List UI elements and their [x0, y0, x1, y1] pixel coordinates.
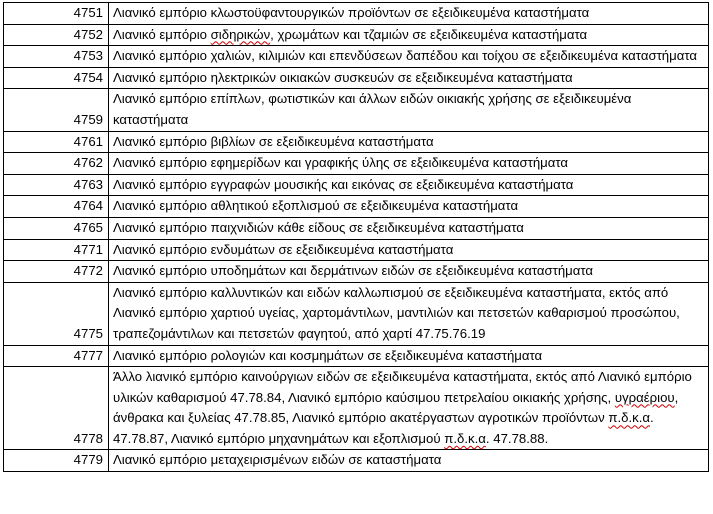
activity-code-cell: 4763 [4, 174, 109, 196]
table-row [4, 67, 709, 89]
description-text: Λιανικό εμπόριο ρολογιών και κοσμημάτων σε εξειδικευμένα καταστήματα [113, 347, 543, 363]
activity-code-cell: 4761 [4, 131, 109, 153]
activity-code-cell: 4759 [4, 89, 109, 131]
description-text: Λιανικό εμπόριο εγγραφών μουσικής και εικόνας σε εξειδικευμένα καταστήματα [113, 176, 574, 192]
description-text: Λιανικό εμπόριο υποδημάτων και δερμάτινων ειδών σε εξειδικευμένα καταστήματα [113, 263, 594, 279]
description-text: Λιανικό εμπόριο μεταχειρισμένων ειδών σε καταστήματα [113, 452, 442, 468]
description-text: Λιανικό εμπόριο παιχνιδιών κάθε είδους σε εξειδικευμένα καταστήματα [113, 219, 524, 235]
description-text: Λιανικό εμπόριο καλλυντικών και ειδών καλλωπισμού σε εξειδικευμένα καταστήματα, εκτός από Λιανικό εμπόριο χαρτιού υγείας, χαρτομάντιλων, μαντιλιών και πετσετών καθαρισμού προσώπου, τραπεζομάντιλων και πετσετών φαγητού, από χαρτί 47.75.76.19 [113, 284, 680, 341]
spellcheck-flagged-text: υγραέριου [614, 389, 675, 405]
description-text: Λιανικό εμπόριο βιβλίων σε εξειδικευμένα καταστήματα [113, 133, 434, 149]
description-text: Λιανικό εμπόριο κλωστοϋφαντουργικών προϊόντων σε εξειδικευμένα καταστήματα [113, 5, 590, 20]
activity-code-cell: 4753 [4, 46, 109, 68]
activity-description-cell [109, 367, 709, 450]
activity-code-cell: 4751 [4, 3, 109, 25]
activity-description-cell [109, 261, 709, 283]
table-row [4, 239, 709, 261]
table-row [4, 24, 709, 46]
table-row [4, 345, 709, 367]
activity-code-cell: 4754 [4, 67, 109, 89]
activity-description-cell [109, 24, 709, 46]
table-row [4, 282, 709, 345]
activity-code-cell: 4772 [4, 261, 109, 283]
table-row [4, 174, 709, 196]
activity-description-cell [109, 282, 709, 345]
table-row [4, 261, 709, 283]
table-row [4, 367, 709, 450]
activity-description-cell [109, 153, 709, 175]
description-text: Λιανικό εμπόριο εφημερίδων και γραφικής ύλης σε εξειδικευμένα καταστήματα [113, 155, 569, 171]
activity-description-cell [109, 217, 709, 239]
activity-description-cell [109, 196, 709, 218]
table-row [4, 153, 709, 175]
activity-code-cell: 4771 [4, 239, 109, 261]
activity-code-cell: 4764 [4, 196, 109, 218]
activity-description-cell [109, 3, 709, 25]
activity-description-cell [109, 131, 709, 153]
description-text: . 47.78.88. [485, 430, 549, 446]
description-text: Λιανικό εμπόριο ηλεκτρικών οικιακών συσκευών σε εξειδικευμένα καταστήματα [113, 69, 573, 85]
activity-description-cell [109, 174, 709, 196]
activity-description-cell [109, 67, 709, 89]
table-row [4, 3, 709, 25]
activity-code-cell: 4779 [4, 450, 109, 472]
description-text: . 47.78.87, Λιανικό εμπόριο μηχανημάτων και εξοπλισμού [113, 410, 654, 446]
description-text: Άλλο λιανικό εμπόριο καινούργιων ειδών σε εξειδικευμένα καταστήματα, εκτός από Λιανικό εμπόριο υλικών καθαρισμού 47.78.84, Λιανικό εμπόριο καύσιμου πετρελαίου οικιακής χρήσης, [113, 369, 692, 405]
activity-description-cell [109, 89, 709, 131]
table-row [4, 46, 709, 68]
activity-code-cell: 4752 [4, 24, 109, 46]
activity-description-cell [109, 450, 709, 472]
activity-code-cell: 4775 [4, 282, 109, 345]
description-text: Λιανικό εμπόριο επίπλων, φωτιστικών και άλλων ειδών οικιακής χρήσης σε εξειδικευμένα καταστήματα [113, 91, 632, 127]
description-text: Λιανικό εμπόριο [113, 26, 211, 42]
description-text: , χρωμάτων και τζαμιών σε εξειδικευμένα καταστήματα [270, 26, 588, 42]
table-row [4, 217, 709, 239]
description-text: , άνθρακα και ξυλείας 47.78.85, Λιανικό εμπόριο ακατέργαστων αγροτικών προϊόντων [113, 389, 679, 426]
description-text: Λιανικό εμπόριο αθλητικού εξοπλισμού σε εξειδικευμένα καταστήματα [113, 198, 519, 214]
activity-code-cell: 4762 [4, 153, 109, 175]
table-row [4, 196, 709, 218]
activity-description-cell [109, 46, 709, 68]
table-row [4, 131, 709, 153]
spellcheck-flagged-text: σιδηρικών [210, 26, 271, 42]
description-text: Λιανικό εμπόριο χαλιών, κιλιμιών και επενδύσεων δαπέδου και τοίχου σε εξειδικευμένα καταστήματα [113, 48, 697, 64]
table-row [4, 450, 709, 472]
table-body [4, 3, 709, 472]
table-row [4, 89, 709, 131]
spellcheck-flagged-text: π.δ.κ.α [608, 410, 651, 426]
activity-code-cell: 4778 [4, 367, 109, 450]
activity-codes-table [3, 2, 709, 472]
activity-description-cell [109, 345, 709, 367]
activity-description-cell [109, 239, 709, 261]
description-text: Λιανικό εμπόριο ενδυμάτων σε εξειδικευμένα καταστήματα [113, 241, 454, 257]
spellcheck-flagged-text: π.δ.κ.α [444, 430, 486, 446]
activity-code-cell: 4765 [4, 217, 109, 239]
activity-code-cell: 4777 [4, 345, 109, 367]
